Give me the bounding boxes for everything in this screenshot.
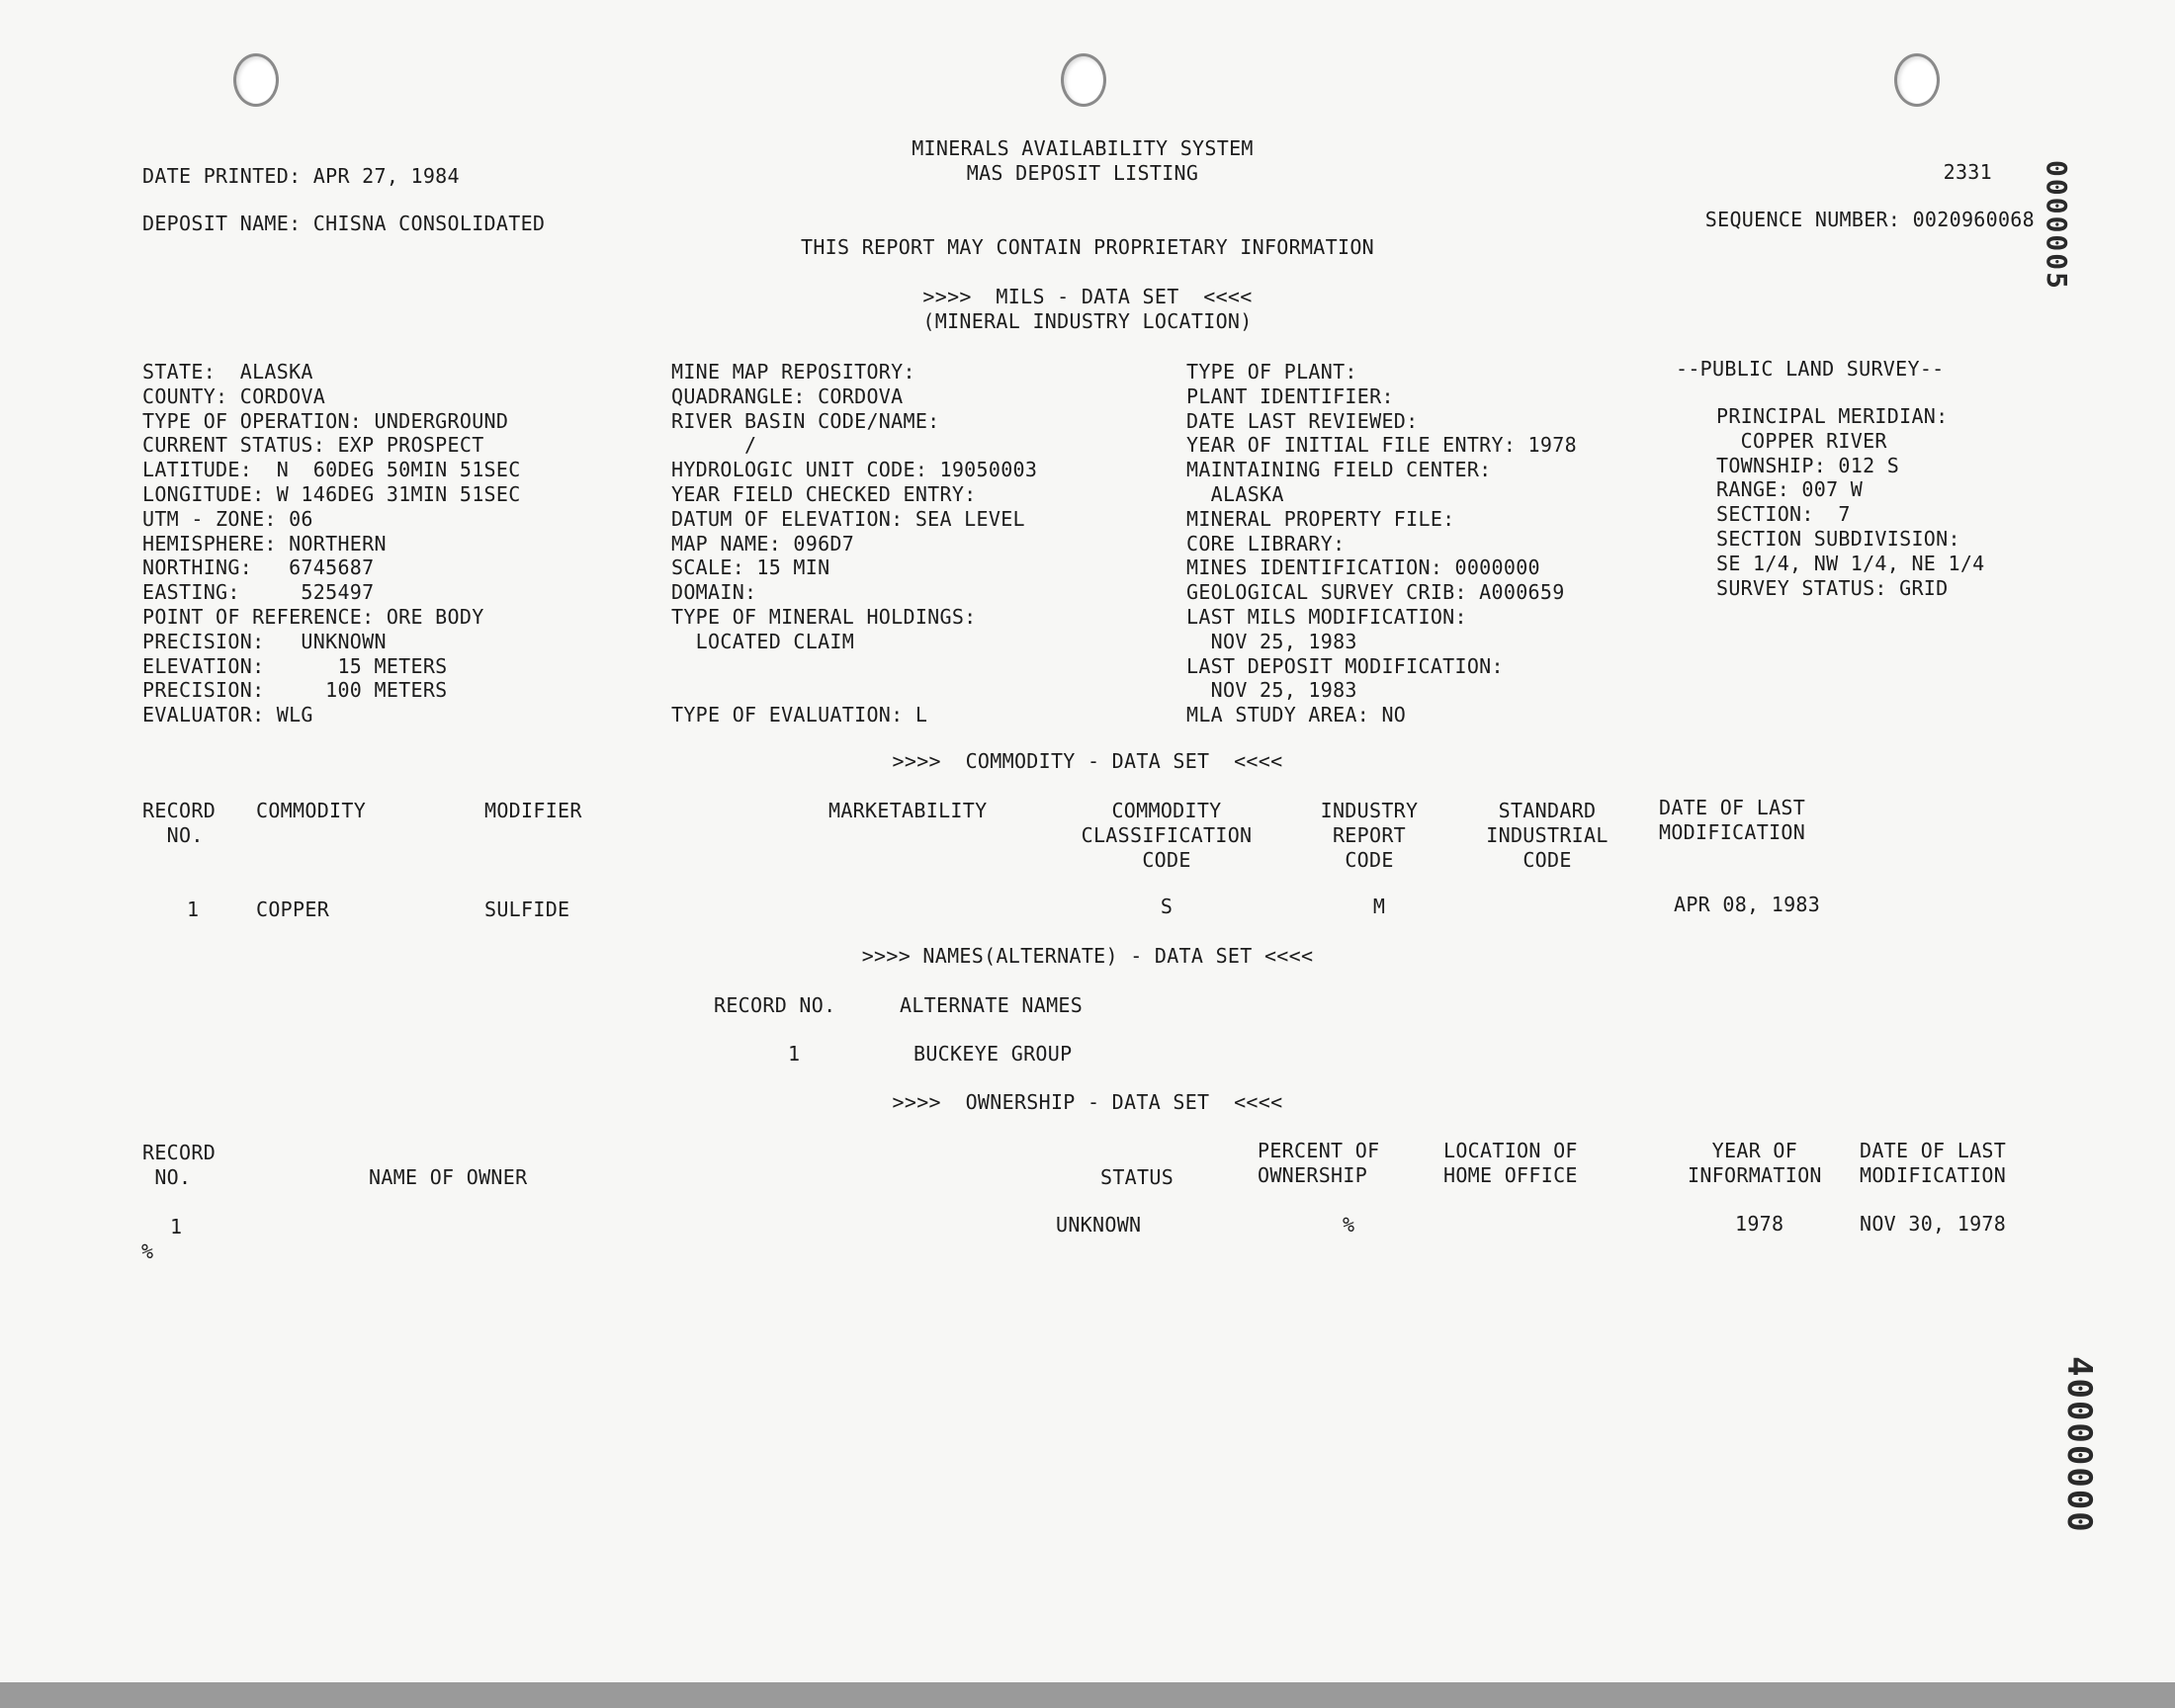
mils-file-line: ALASKA (1186, 482, 1284, 506)
mils-map-line: SCALE: 15 MIN (671, 555, 830, 580)
commodity-row-classification: S (1160, 895, 1174, 918)
ownership-header-year: YEAR OF INFORMATION (1688, 1139, 1822, 1187)
plss-line: TOWNSHIP: 012 S (1716, 453, 1900, 477)
commodity-row-industry: M (1372, 895, 1386, 918)
mils-file-line: CORE LIBRARY: (1186, 531, 1346, 555)
mils-location-line: LONGITUDE: W 146DEG 31MIN 51SEC (142, 482, 521, 506)
names-row-name: BUCKEYE GROUP (914, 1042, 1073, 1066)
commodity-row-record: 1 (187, 897, 200, 921)
punch-hole-left (233, 53, 279, 107)
commodity-header-commodity: COMMODITY (256, 799, 367, 822)
mils-location-line: LATITUDE: N 60DEG 50MIN 51SEC (142, 458, 521, 482)
mils-file-line: LAST DEPOSIT MODIFICATION: (1186, 653, 1504, 678)
mils-location-line: UTM - ZONE: 06 (142, 506, 313, 531)
mils-file-line: MINES IDENTIFICATION: 0000000 (1186, 555, 1540, 580)
trailing-percent-mark: % (141, 1239, 154, 1263)
commodity-header-modifier: MODIFIER (484, 799, 582, 822)
ownership-header-date: DATE OF LAST MODIFICATION (1860, 1139, 2007, 1187)
mils-file-line: NOV 25, 1983 (1186, 678, 1357, 703)
commodity-row-date: APR 08, 1983 (1674, 893, 1821, 916)
mils-file-line: MAINTAINING FIELD CENTER: (1186, 458, 1492, 482)
names-header-names: ALTERNATE NAMES (900, 993, 1084, 1017)
commodity-header-sic: STANDARD INDUSTRIAL CODE (1486, 799, 1609, 872)
mils-map-line: HYDROLOGIC UNIT CODE: 19050003 (671, 458, 1038, 482)
plss-line: SURVEY STATUS: GRID (1716, 575, 1949, 600)
commodity-header-date: DATE OF LAST MODIFICATION (1659, 796, 1806, 844)
mils-location-line: CURRENT STATUS: EXP PROSPECT (142, 433, 484, 458)
mils-file-line: GEOLOGICAL SURVEY CRIB: A000659 (1186, 580, 1565, 605)
ownership-row-date: NOV 30, 1978 (1860, 1212, 2007, 1236)
mils-file-line: TYPE OF PLANT: (1186, 360, 1357, 384)
ownership-row-year: 1978 (1735, 1212, 1784, 1236)
plss-line: SE 1/4, NW 1/4, NE 1/4 (1716, 551, 1985, 575)
commodity-row-modifier: SULFIDE (484, 897, 570, 921)
mils-map-line: DOMAIN: (671, 580, 757, 605)
plss-line: COPPER RIVER (1716, 428, 1887, 453)
ownership-header-status: STATUS (1100, 1165, 1174, 1189)
names-row-record: 1 (788, 1042, 801, 1066)
plss-line: RANGE: 007 W (1716, 477, 1864, 502)
ownership-row-record: 1 (170, 1215, 183, 1238)
plss-heading: --PUBLIC LAND SURVEY-- (1676, 357, 1945, 381)
sequence-number: SEQUENCE NUMBER: 0020960068 (1704, 208, 2035, 231)
names-header-record: RECORD NO. (714, 993, 836, 1017)
mils-file-line: MINERAL PROPERTY FILE: (1186, 506, 1455, 531)
page-code: 2331 (1943, 160, 1992, 184)
ownership-header-percent: PERCENT OF OWNERSHIP (1258, 1139, 1380, 1187)
mils-location-line: EVALUATOR: WLG (142, 703, 313, 727)
mils-map-line: TYPE OF EVALUATION: L (671, 703, 928, 727)
deposit-name: DEPOSIT NAME: CHISNA CONSOLIDATED (142, 212, 546, 235)
plss-line: SECTION: 7 (1716, 502, 1851, 527)
mils-map-line: MAP NAME: 096D7 (671, 531, 855, 555)
mils-file-line: YEAR OF INITIAL FILE ENTRY: 1978 (1186, 433, 1577, 458)
listing-title: MAS DEPOSIT LISTING (966, 161, 1199, 185)
mils-map-line: YEAR FIELD CHECKED ENTRY: (671, 482, 977, 506)
mils-location-line: PRECISION: UNKNOWN (142, 629, 387, 653)
commodity-header-record: RECORD NO. (142, 799, 217, 847)
proprietary-notice: THIS REPORT MAY CONTAIN PROPRIETARY INFORMATION (800, 235, 1375, 259)
mils-location-line: EASTING: 525497 (142, 580, 375, 605)
names-heading: >>>> NAMES(ALTERNATE) - DATA SET <<<< (861, 944, 1314, 968)
mils-location-line: HEMISPHERE: NORTHERN (142, 531, 387, 555)
plss-line: PRINCIPAL MERIDIAN: (1716, 404, 1949, 428)
commodity-header-classification: COMMODITY CLASSIFICATION CODE (1081, 799, 1253, 872)
date-printed: DATE PRINTED: APR 27, 1984 (142, 164, 460, 188)
mils-map-line: MINE MAP REPOSITORY: (671, 360, 915, 384)
commodity-heading: >>>> COMMODITY - DATA SET <<<< (892, 749, 1283, 773)
mils-location-line: COUNTY: CORDOVA (142, 384, 326, 408)
mils-map-line: QUADRANGLE: CORDOVA (671, 384, 904, 408)
mils-file-line: PLANT IDENTIFIER: (1186, 384, 1394, 408)
ownership-row-percent: % (1343, 1213, 1355, 1237)
mils-location-line: PRECISION: 100 METERS (142, 678, 448, 703)
ownership-header-location: LOCATION OF HOME OFFICE (1443, 1139, 1578, 1187)
mils-location-line: TYPE OF OPERATION: UNDERGROUND (142, 408, 509, 433)
punch-hole-center (1061, 53, 1106, 107)
commodity-header-marketability: MARKETABILITY (828, 799, 988, 822)
mils-file-line: DATE LAST REVIEWED: (1186, 408, 1419, 433)
mils-map-line: / (671, 433, 757, 458)
commodity-header-industry: INDUSTRY REPORT CODE (1320, 799, 1419, 872)
bottom-right-stamp: 40000000 (2059, 1356, 2099, 1534)
mils-map-line: LOCATED CLAIM (671, 629, 855, 653)
ownership-row-status: UNKNOWN (1056, 1213, 1142, 1237)
mils-map-line: TYPE OF MINERAL HOLDINGS: (671, 605, 977, 629)
mils-file-line: NOV 25, 1983 (1186, 629, 1357, 653)
top-right-stamp: 0000005 (2041, 160, 2073, 292)
system-title: MINERALS AVAILABILITY SYSTEM (912, 136, 1254, 160)
mils-location-line: ELEVATION: 15 METERS (142, 653, 448, 678)
mils-location-line: STATE: ALASKA (142, 360, 313, 384)
punch-hole-right (1894, 53, 1940, 107)
mils-map-line: DATUM OF ELEVATION: SEA LEVEL (671, 506, 1025, 531)
mils-map-line: RIVER BASIN CODE/NAME: (671, 408, 940, 433)
ownership-heading: >>>> OWNERSHIP - DATA SET <<<< (892, 1090, 1283, 1114)
mils-location-line: NORTHING: 6745687 (142, 555, 375, 580)
ownership-header-record: RECORD NO. (142, 1141, 217, 1189)
mils-heading: >>>> MILS - DATA SET <<<< (922, 285, 1253, 308)
commodity-row-commodity: COPPER (256, 897, 330, 921)
mils-file-line: MLA STUDY AREA: NO (1186, 703, 1407, 727)
ownership-header-owner: NAME OF OWNER (369, 1165, 528, 1189)
plss-line: SECTION SUBDIVISION: (1716, 527, 1960, 551)
mils-file-line: LAST MILS MODIFICATION: (1186, 605, 1467, 629)
mils-subheading: (MINERAL INDUSTRY LOCATION) (922, 309, 1253, 333)
mils-location-line: POINT OF REFERENCE: ORE BODY (142, 605, 484, 629)
